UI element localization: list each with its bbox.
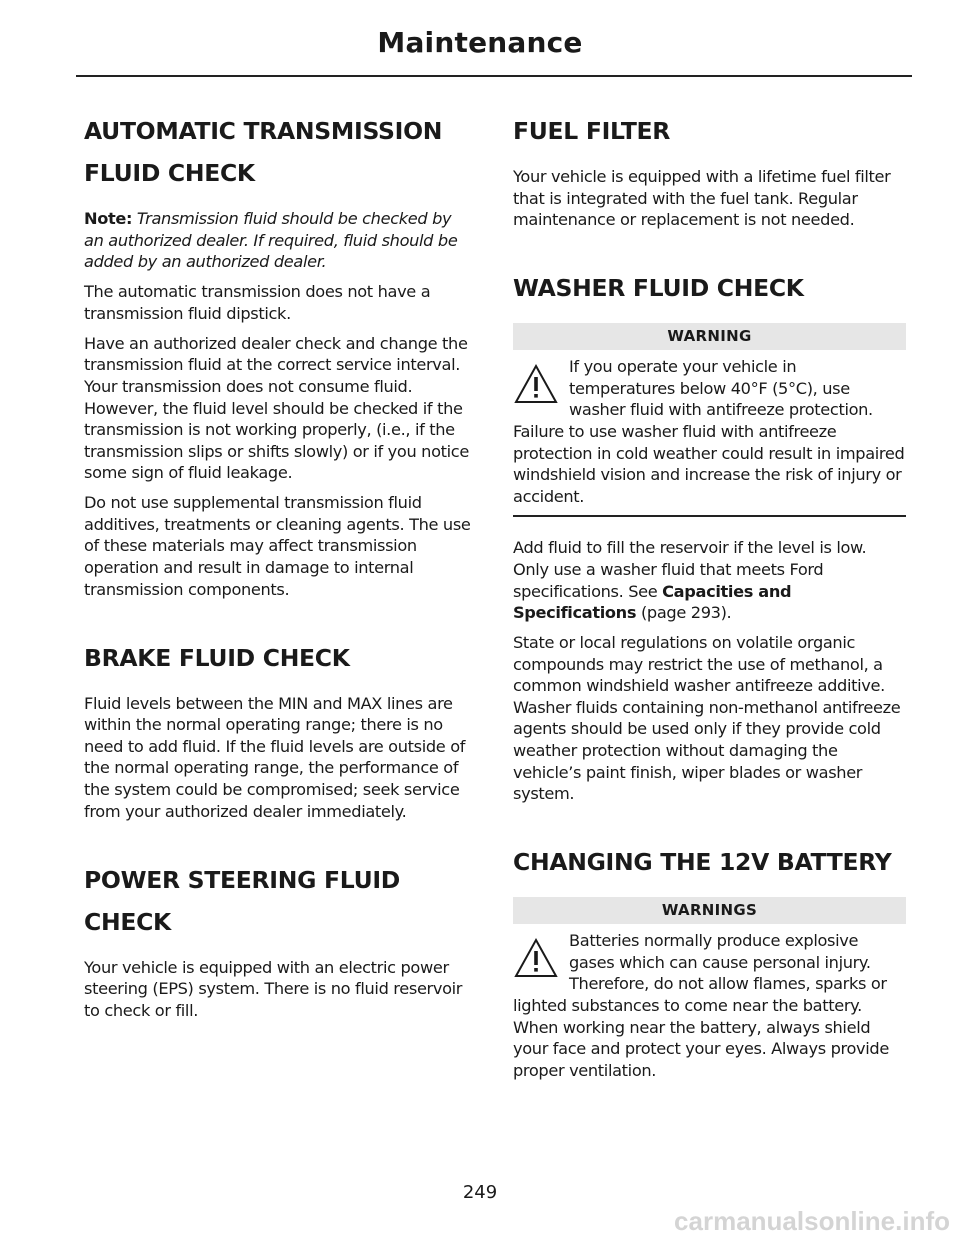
page-title: Maintenance	[377, 26, 583, 59]
header-divider	[76, 75, 912, 77]
washer-paragraph-2: State or local regulations on volatile organic compounds may restrict the use of methanol, a common windshield washer antifreeze additive. Washer fluids containing non-methanol antifreeze agents should be used only if they provide cold weather protection without damaging the vehicle’s paint finish, wiper blades or washer system.	[513, 633, 901, 804]
section-heading-washer: WASHER FLUID CHECK	[513, 274, 804, 303]
atf-note	[84, 208, 474, 273]
section-heading-steering: POWER STEERING FLUID CHECK	[84, 865, 401, 936]
note-label: Note:	[84, 209, 133, 228]
section-heading-battery: CHANGING THE 12V BATTERY	[513, 848, 892, 877]
warning-title-bar: WARNING	[513, 323, 906, 350]
watermark: carmanualsonline.info	[674, 1206, 950, 1236]
section-heading-brake: BRAKE FLUID CHECK	[84, 643, 350, 672]
section-heading-fuel: FUEL FILTER	[513, 117, 671, 145]
washer-p1-text: Add fluid to fill the reservoir if the level is low. Only use a washer fluid that meets Ford specifications. See	[513, 538, 867, 601]
page-number: 249	[462, 1182, 498, 1203]
brake-paragraph-1: Fluid levels between the MIN and MAX lines are within the normal operating range; there is no need to add fluid. If the fluid levels are outside of the normal operating range, the performance of the system could be compromised; seek service from your authorized dealer immediately.	[84, 693, 466, 821]
note-text: Transmission fluid should be checked by an authorized dealer. If required, fluid should be added by an authorized dealer.	[84, 209, 458, 272]
atf-paragraph-3: Do not use supplemental transmission fluid additives, treatments or cleaning agents. The use of these materials may affect transmission operation and result in damage to internal transmission components.	[84, 493, 471, 599]
warning-triangle-icon	[513, 936, 559, 982]
warning-divider	[513, 515, 906, 517]
warning-text-battery: Batteries normally produce explosive gases which can cause personal injury. Therefore, do not allow flames, sparks or lighted substances to come near the battery. When working near the battery, always shield your face and protect your eyes. Always provide proper ventilation.	[513, 931, 889, 1080]
left-column	[84, 110, 474, 1030]
atf-paragraph-1: The automatic transmission does not have a transmission fluid dipstick.	[84, 282, 431, 323]
capacities-link[interactable]: Capacities and Specifications	[513, 581, 792, 623]
spacer	[513, 239, 906, 267]
warning-triangle-icon	[513, 362, 559, 408]
fuel-paragraph-1: Your vehicle is equipped with a lifetime fuel filter that is integrated with the fuel tank. Regular maintenance or replacement is not needed.	[513, 167, 891, 230]
page-reference: (page 293).	[636, 603, 732, 623]
warnings-title-bar: WARNINGS	[513, 897, 906, 924]
washer-paragraph-1	[513, 537, 906, 623]
spacer	[84, 609, 474, 637]
page-header	[0, 26, 960, 59]
spacer	[84, 831, 474, 859]
section-heading-atf: AUTOMATIC TRANSMISSION FLUID CHECK	[84, 117, 443, 187]
spacer	[513, 813, 906, 841]
warning-block-battery	[513, 930, 906, 1081]
warning-text-washer: If you operate your vehicle in temperatures below 40°F (5°C), use washer fluid with antifreeze protection. Failure to use washer fluid with antifreeze protection in cold weather could result in impaired windshield vision and increase the risk of injury or accident.	[513, 357, 905, 506]
steering-paragraph-1: Your vehicle is equipped with an electric power steering (EPS) system. There is no fluid reservoir to check or fill.	[84, 957, 463, 1020]
atf-paragraph-2: Have an authorized dealer check and change the transmission fluid at the correct service interval. Your transmission does not consume fluid. However, the fluid level should be checked if the transmission is not working properly, (i.e., if the transmission slips or shifts slowly) or if you notice some sign of fluid leakage.	[84, 333, 469, 483]
right-column	[513, 110, 906, 1081]
warning-block-washer	[513, 356, 906, 507]
